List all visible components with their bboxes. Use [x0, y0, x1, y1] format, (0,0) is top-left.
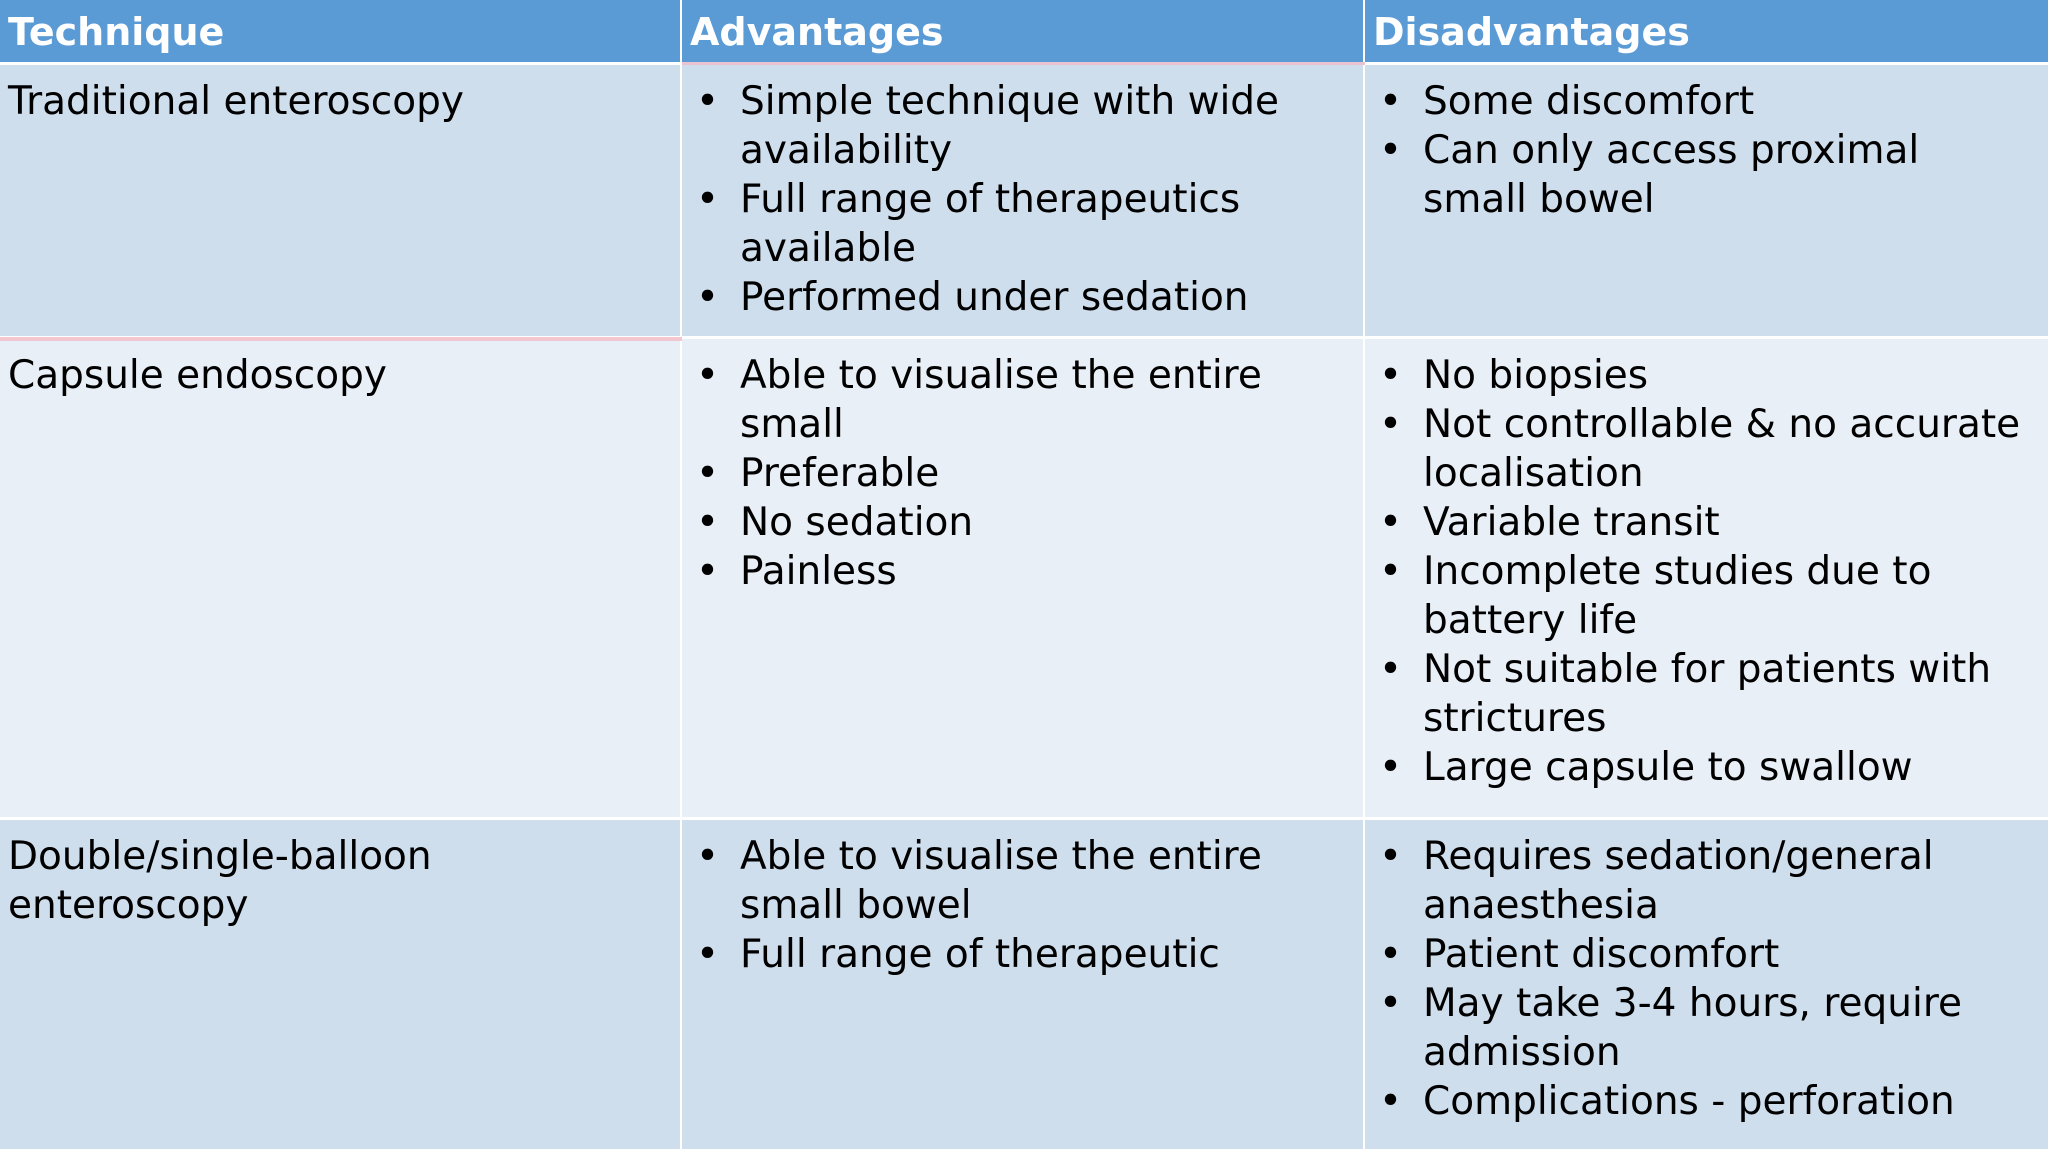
table-row-3-technique — [0, 820, 682, 1152]
technique-label: Capsule endoscopy — [8, 353, 387, 398]
list-item: • Preferable — [690, 449, 1343, 498]
header-technique: Technique — [0, 0, 682, 65]
advantages-list — [690, 351, 1343, 596]
table-row-1-advantages — [682, 65, 1365, 339]
list-item: • Can only access proximal small bowel — [1373, 126, 2028, 224]
technique-label: Traditional enteroscopy — [8, 79, 464, 124]
table-row-2-technique — [0, 339, 682, 820]
list-item: • Patient discomfort — [1373, 930, 2028, 979]
list-item: • Variable transit — [1373, 498, 2028, 547]
list-item: • Performed under sedation — [690, 273, 1343, 322]
list-item: • Requires sedation/general anaesthesia — [1373, 832, 2028, 930]
technique-label: Double/single-balloon enteroscopy — [8, 834, 432, 928]
header-divider-accent — [682, 62, 1365, 65]
table-row-3-disadvantages — [1365, 820, 2048, 1152]
list-item: • No biopsies — [1373, 351, 2028, 400]
header-disadvantages: Disadvantages — [1365, 0, 2048, 65]
table-row-3-advantages — [682, 820, 1365, 1152]
list-item: • Incomplete studies due to battery life — [1373, 547, 2028, 645]
table-row-2-disadvantages — [1365, 339, 2048, 820]
list-item: • Able to visualise the entire small bowel — [690, 832, 1343, 930]
header-advantages: Advantages — [682, 0, 1365, 65]
advantages-list — [690, 832, 1343, 979]
list-item: • Not controllable & no accurate localisation — [1373, 400, 2028, 498]
list-item: • Large capsule to swallow — [1373, 743, 2028, 792]
list-item: • Full range of therapeutic — [690, 930, 1343, 979]
list-item: • Able to visualise the entire small — [690, 351, 1343, 449]
disadvantages-list — [1373, 832, 2028, 1126]
list-item: • No sedation — [690, 498, 1343, 547]
list-item: • Some discomfort — [1373, 77, 2028, 126]
disadvantages-list — [1373, 351, 2028, 792]
advantages-list — [690, 77, 1343, 322]
table-row-1-technique — [0, 65, 682, 339]
row-divider-accent — [0, 337, 682, 341]
table-row-1-disadvantages — [1365, 65, 2048, 339]
list-item: • Not suitable for patients with strictures — [1373, 645, 2028, 743]
disadvantages-list — [1373, 77, 2028, 224]
list-item: • May take 3-4 hours, require admission — [1373, 979, 2028, 1077]
table-row-2-advantages — [682, 339, 1365, 820]
list-item: • Complications - perforation — [1373, 1077, 2028, 1126]
list-item: • Painless — [690, 547, 1343, 596]
list-item: • Simple technique with wide availability — [690, 77, 1343, 175]
list-item: • Full range of therapeutics available — [690, 175, 1343, 273]
